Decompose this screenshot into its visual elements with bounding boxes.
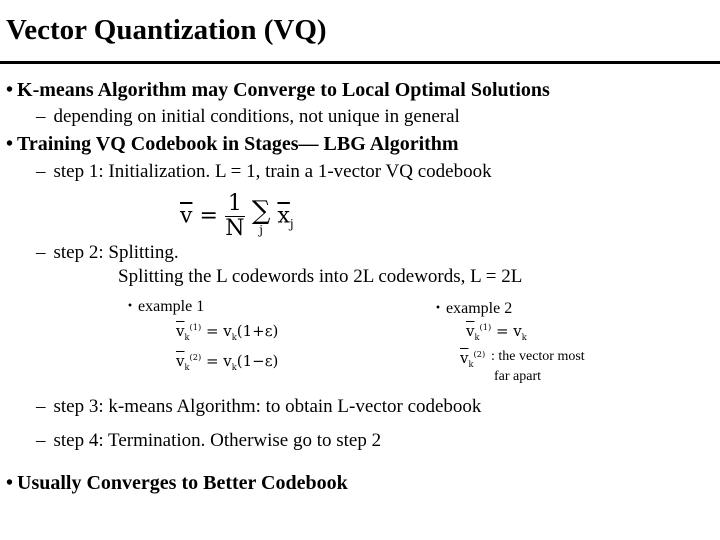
vk-sup: (1): [479, 322, 492, 332]
rhs-symbol: = v: [205, 322, 232, 340]
example-2-note-2: far apart: [494, 369, 542, 384]
bullet-marker: •: [6, 79, 14, 101]
dash-marker: –: [36, 430, 46, 451]
title-rule: [0, 61, 720, 64]
factor: (1+ε): [236, 322, 279, 340]
bullet-marker: •: [6, 472, 14, 494]
vk-sup: (2): [473, 349, 486, 359]
formula-term-sub: j: [289, 217, 294, 232]
formula-sum: [251, 195, 271, 237]
dot-marker: ・: [122, 298, 139, 315]
bullet-1-sub-text: depending on initial conditions, not unique in general: [53, 106, 460, 127]
example-2-label: [430, 295, 512, 318]
vk-symbol: $\overline{v}$: [460, 349, 469, 367]
vk-symbol: $\overline{v}$: [176, 322, 185, 340]
vk-sub: k: [184, 362, 190, 372]
step-4-text: step 4: Termination. Otherwise go to step 2: [53, 430, 382, 451]
rhs-symbol: = v: [205, 352, 232, 370]
formula-term: $\overline{x}$: [277, 203, 290, 229]
rhs-sub: k: [231, 362, 237, 372]
formula-numerator: 1: [225, 192, 245, 217]
vk-sup: (2): [189, 352, 202, 362]
dash-marker: –: [36, 161, 46, 182]
bullet-marker: •: [6, 133, 14, 155]
step-2-text: step 2: Splitting.: [53, 242, 179, 263]
vk-sub: k: [468, 359, 474, 369]
bullet-2: [6, 133, 459, 156]
dot-marker: ・: [430, 300, 447, 317]
rhs-sub: k: [231, 332, 237, 342]
example-2-formula-1: [466, 322, 527, 342]
step-2: [36, 242, 179, 264]
formula-equals: =: [199, 203, 218, 229]
formula-fraction: [225, 192, 245, 241]
vk-sub: k: [474, 332, 480, 342]
example-1-text: example 1: [138, 298, 205, 315]
rhs-sub: k: [521, 332, 527, 342]
vk-symbol: $\overline{v}$: [466, 322, 475, 340]
vk-symbol: $\overline{v}$: [176, 352, 185, 370]
example-1-formula-1: [176, 322, 278, 342]
dash-marker: –: [36, 242, 46, 263]
formula-lhs: $\overline{v}$: [180, 203, 193, 229]
bullet-3-text: Usually Converges to Better Codebook: [17, 472, 348, 494]
vk-sub: k: [184, 332, 190, 342]
sigma-index: j: [259, 222, 264, 237]
step-1: [36, 161, 492, 183]
step-3: [36, 396, 481, 418]
example-2-note-1: : the vector most: [491, 349, 585, 364]
step-3-text: step 3: k-means Algorithm: to obtain L-vector codebook: [53, 396, 482, 417]
slide-title: Vector Quantization (VQ): [6, 14, 327, 46]
step-2-detail: Splitting the L codewords into 2L codewords, L = 2L: [118, 266, 523, 287]
bullet-1: [6, 79, 550, 102]
bullet-1-text: K-means Algorithm may Converge to Local Optimal Solutions: [17, 79, 550, 101]
centroid-formula: [180, 192, 294, 241]
dash-marker: –: [36, 106, 46, 127]
example-2-text: example 2: [446, 300, 513, 317]
step-1-text: step 1: Initialization. L = 1, train a 1-vector VQ codebook: [53, 161, 492, 182]
vk-sup: (1): [189, 322, 202, 332]
dash-marker: –: [36, 396, 46, 417]
example-1-label: [122, 293, 204, 316]
sigma-symbol: ∑: [251, 195, 271, 226]
example-1-formula-2: [176, 352, 278, 372]
formula-denominator: N: [225, 216, 245, 242]
example-2-formula-2: [460, 349, 485, 369]
step-4: [36, 430, 381, 452]
bullet-1-sub: [36, 106, 460, 128]
factor: (1−ε): [236, 352, 279, 370]
bullet-2-text: Training VQ Codebook in Stages— LBG Algorithm: [17, 133, 459, 155]
rhs-symbol: = v: [495, 322, 522, 340]
bullet-3: [6, 472, 348, 495]
